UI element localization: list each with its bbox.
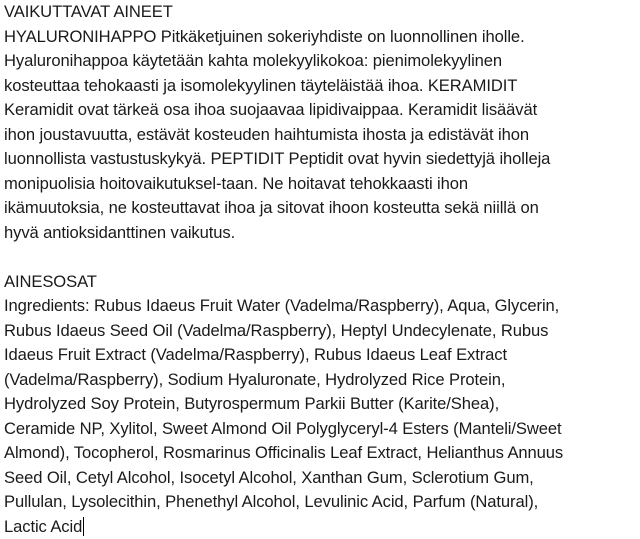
paragraph-line: luonnollista vastustuskykyä. PEPTIDIT Peptidit ovat hyvin siedettyjä iholleja [4, 147, 636, 172]
paragraph-line: ihon joustavuutta, estävät kosteuden haihtumista ihosta ja edistävät ihon [4, 123, 636, 148]
ingredients-line: Hydrolyzed Soy Protein, Butyrospermum Parkii Butter (Karite/Shea), [4, 392, 636, 417]
ingredients-line: Almond), Tocopherol, Rosmarinus Officinalis Leaf Extract, Helianthus Annuus [4, 441, 636, 466]
ingredients-line: Pullulan, Lysolecithin, Phenethyl Alcohol, Levulinic Acid, Parfum (Natural), [4, 490, 636, 515]
paragraph-line: HYALURONIHAPPO Pitkäketjuinen sokeriyhdiste on luonnollinen iholle. [4, 25, 636, 50]
paragraph-line: Hyaluronihappoa käytetään kahta molekyylikokoa: pienimolekyylinen [4, 49, 636, 74]
ingredients-line: Idaeus Fruit Extract (Vadelma/Raspberry), Rubus Idaeus Leaf Extract [4, 343, 636, 368]
ingredients-line: Ceramide NP, Xylitol, Sweet Almond Oil Polyglyceryl-4 Esters (Manteli/Sweet [4, 417, 636, 442]
paragraph-line: ikämuutoksia, ne kosteuttavat ihoa ja sitovat ihoon kosteutta sekä niillä on [4, 196, 636, 221]
paragraph-line: Keramidit ovat tärkeä osa ihoa suojaavaa lipidivaippaa. Keramidit lisäävät [4, 98, 636, 123]
section-heading-active-ingredients: VAIKUTTAVAT AINEET [4, 0, 636, 25]
ingredients-line: Ingredients: Rubus Idaeus Fruit Water (Vadelma/Raspberry), Aqua, Glycerin, [4, 294, 636, 319]
paragraph-line: kosteuttaa tehokaasti ja isomolekyylinen täyteläistää ihoa. KERAMIDIT [4, 74, 636, 99]
ingredients-line: Seed Oil, Cetyl Alcohol, Isocetyl Alcohol, Xanthan Gum, Sclerotium Gum, [4, 466, 636, 491]
blank-line [4, 245, 636, 270]
document-body[interactable] [4, 0, 636, 539]
ingredients-line: Rubus Idaeus Seed Oil (Vadelma/Raspberry), Heptyl Undecylenate, Rubus [4, 319, 636, 344]
ingredients-last-line [4, 515, 636, 539]
ingredients-line: (Vadelma/Raspberry), Sodium Hyaluronate, Hydrolyzed Rice Protein, [4, 368, 636, 393]
paragraph-line: hyvä antioksidanttinen vaikutus. [4, 221, 636, 246]
section-heading-ingredients: AINESOSAT [4, 270, 636, 295]
paragraph-line: monipuolisia hoitovaikutuksel-taan. Ne hoitavat tehokkaasti ihon [4, 172, 636, 197]
ingredients-last-line-text: Lactic Acid [4, 517, 82, 536]
